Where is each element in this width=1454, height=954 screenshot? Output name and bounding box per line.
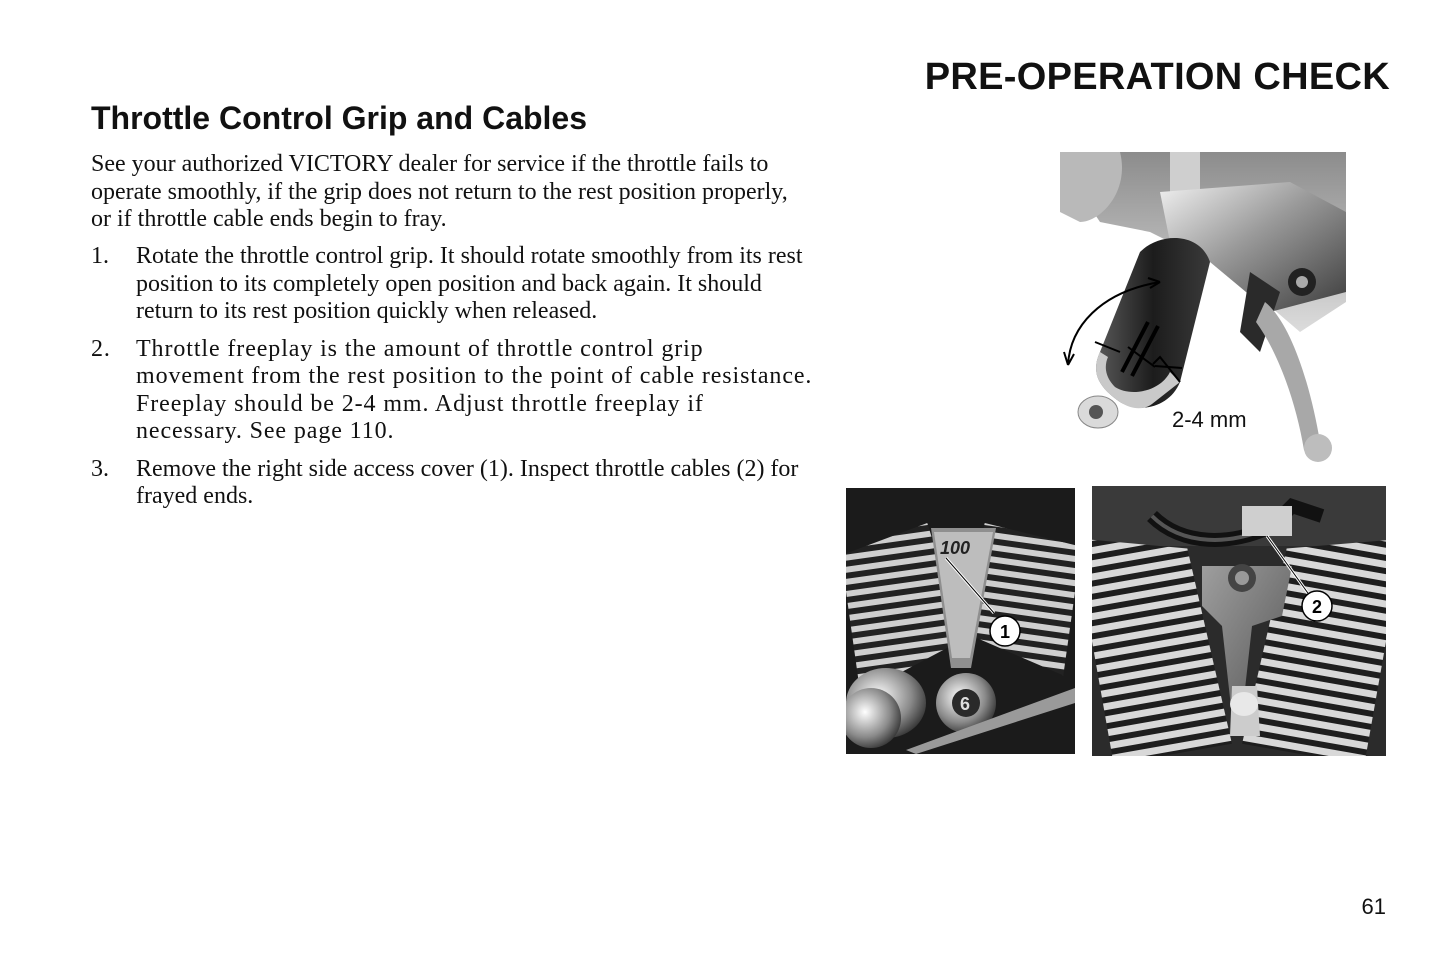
throttle-cables-figure — [1092, 486, 1386, 756]
step-2-number: 2. — [91, 335, 111, 362]
callout-1: 1 — [999, 622, 1011, 642]
step-3 — [91, 456, 816, 511]
callout-2: 2 — [1311, 597, 1323, 617]
step-3-text: Remove the right side access cover (1). Inspect throttle cables (2) for frayed ends. — [136, 455, 799, 509]
svg-text:6: 6 — [960, 694, 971, 714]
step-2 — [91, 336, 816, 446]
access-cover-figure — [846, 488, 1075, 754]
step-1-text: Rotate the throttle control grip. It should rotate smoothly from its rest position to its completely open position and back again. It should return to its rest position quickly when released. — [136, 243, 803, 324]
step-2-text: Throttle freeplay is the amount of throttle control grip movement from the rest position to the point of cable resistance. Freeplay should be 2-4 mm. Adjust throttle freeplay if necessary. See page 110. — [136, 335, 813, 444]
page-header-title: PRE-OPERATION CHECK — [924, 56, 1390, 98]
measurement-label: 2-4 mm — [1172, 407, 1247, 432]
page-number: 61 — [1361, 894, 1386, 919]
step-1-number: 1. — [91, 243, 109, 269]
intro-paragraph: See your authorized VICTORY dealer for service if the throttle fails to operate smoothly, if the grip does not return to the rest position properly, or if throttle cable ends begin to fray. — [91, 151, 788, 232]
steps-list — [91, 243, 816, 521]
section-title: Throttle Control Grip and Cables — [91, 100, 588, 136]
throttle-grip-figure — [1060, 152, 1346, 468]
svg-text:100: 100 — [940, 538, 971, 558]
step-3-number: 3. — [91, 455, 109, 482]
step-1 — [91, 243, 816, 326]
